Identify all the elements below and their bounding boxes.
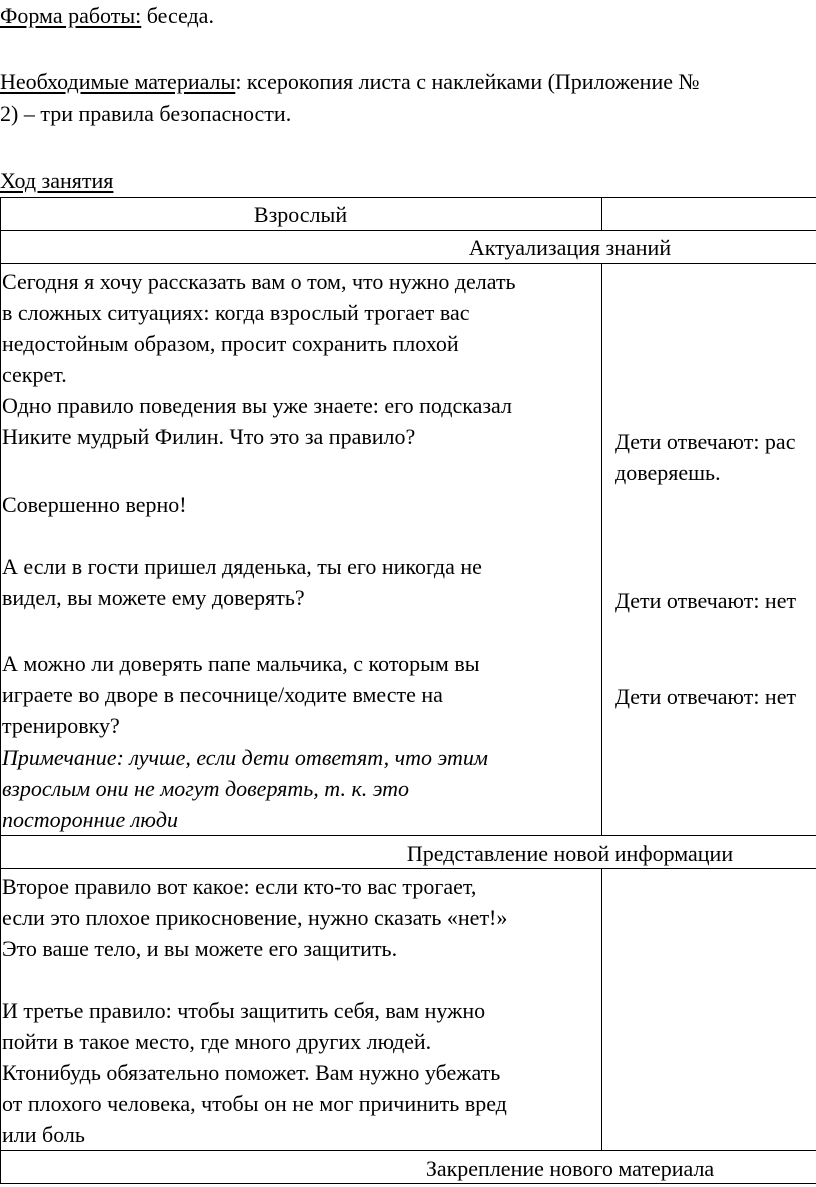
table-border bbox=[601, 197, 602, 230]
adult-text: тренировку? bbox=[2, 713, 120, 738]
table-border bbox=[0, 197, 816, 198]
adult-text: пойти в такое место, где много других людей. bbox=[2, 1029, 432, 1054]
materials-label: Необходимые материалы bbox=[0, 69, 236, 94]
materials-line bbox=[0, 66, 699, 97]
adult-text: от плохого человека, чтобы он не мог причинить вред bbox=[2, 1091, 507, 1116]
table-border bbox=[0, 835, 816, 836]
adult-text: Второе правило вот какое: если кто-то вас трогает, bbox=[2, 874, 477, 899]
table-border bbox=[0, 197, 1, 1183]
adult-text: А можно ли доверять папе мальчика, с которым вы bbox=[2, 651, 480, 676]
table-border bbox=[0, 230, 816, 231]
children-response: Дети отвечают: рас bbox=[615, 429, 796, 454]
note-text: взрослым они не могут доверять, т. к. это bbox=[2, 776, 410, 801]
section-header-consolidation: Закрепление нового материала bbox=[425, 1156, 715, 1181]
lesson-course-heading: Ход занятия bbox=[0, 168, 114, 193]
adult-text: И третье правило: чтобы защитить себя, вам нужно bbox=[2, 998, 486, 1023]
note-text: Примечание: лучше, если дети ответят, что этим bbox=[2, 745, 488, 770]
adult-text: Совершенно верно! bbox=[2, 492, 187, 517]
section-header-new-info: Представление новой информации bbox=[406, 841, 734, 866]
work-form-label: Форма работы: bbox=[0, 3, 142, 28]
adult-text: Сегодня я хочу рассказать вам о том, что нужно делать bbox=[2, 269, 516, 294]
adult-text: в сложных ситуациях: когда взрослый трогает вас bbox=[2, 300, 470, 325]
adult-text: если это плохое прикосновение, нужно сказать «нет!» bbox=[2, 905, 508, 930]
adult-text: Никите мудрый Филин. Что это за правило? bbox=[2, 424, 416, 449]
adult-text: Одно правило поведения вы уже знаете: его подсказал bbox=[2, 393, 512, 418]
column-header-adult: Взрослый bbox=[253, 202, 348, 227]
adult-text: играете во дворе в песочнице/ходите вместе на bbox=[2, 682, 443, 707]
adult-text: Ктонибудь обязательно поможет. Вам нужно убежать bbox=[2, 1060, 501, 1085]
table-border bbox=[0, 263, 816, 264]
table-border bbox=[0, 1150, 816, 1151]
work-form-value: беседа. bbox=[141, 3, 214, 28]
materials-line-2: 2) – три правила безопасности. bbox=[0, 101, 292, 126]
table-border bbox=[601, 868, 602, 1150]
materials-value: : ксерокопия листа с наклейками (Приложение № bbox=[235, 69, 700, 94]
work-form-line bbox=[0, 0, 214, 31]
children-response: Дети отвечают: нет bbox=[615, 684, 797, 709]
adult-text: видел, вы можете ему доверять? bbox=[2, 585, 305, 610]
adult-text: секрет. bbox=[2, 362, 67, 387]
note-text: посторонние люди bbox=[2, 807, 178, 832]
adult-text: недостойным образом, просит сохранить плохой bbox=[2, 331, 459, 356]
adult-text: А если в гости пришел дяденька, ты его никогда не bbox=[2, 554, 482, 579]
table-border bbox=[601, 263, 602, 835]
adult-text: или боль bbox=[2, 1122, 85, 1147]
children-response: доверяешь. bbox=[615, 460, 721, 485]
section-header-knowledge: Актуализация знаний bbox=[468, 235, 672, 260]
children-response: Дети отвечают: нет bbox=[615, 588, 797, 613]
adult-text: Это ваше тело, и вы можете его защитить. bbox=[2, 936, 398, 961]
